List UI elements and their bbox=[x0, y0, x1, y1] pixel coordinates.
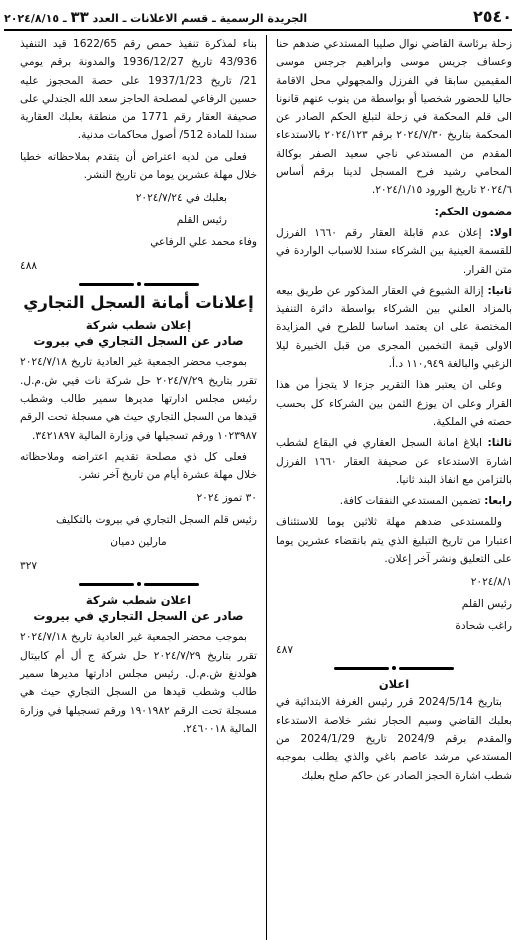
item-label: اولا: bbox=[489, 226, 513, 239]
signature-title: رئيس القلم bbox=[461, 598, 512, 611]
notice-body: بتاريخ 2024/5/14 قرر رئيس الغرفة الابتدائية في بعلبك القاضي وسيم الحجار نشر خلاصة الاستدعاء والمقدم برقم 2024/9 تاريخ 2024/1/29 من المستدعي مرشد عاصم باغي والذي يطلب بموجبه شطب اشارة الحجز الصادر عن حاكم صلح بعلبك bbox=[276, 696, 512, 782]
item-second-cont: وعلى ان يعتبر هذا التقرير جزءا لا يتجزأ من هذا القرار وعلى ان يوزع الثمن بين الشركاء كل بحسب حصته في الملكية. bbox=[276, 379, 512, 428]
notice-text: زحلة برئاسة القاضي نوال صليبا المستدعي ضدهم حنا وعساف جريس موسى وابراهيم جرجس موسى المقيمين سابقا في الفرزل والمجهولي محل الاقامة حاليا للحضور شخصيا أو بواسطة من ينوب عنهم قانونا الى قلم المحكمة في زحلة لتبلغ الحكم الصادر عن المحكمة بتاريخ ٢٠٢٤/٧/٣٠ برقم ٢٠٢٤/١٢٣ بالاستدعاء المقدم من المستدعي ناجي سعيد الصفر بوكالة المحامي رشيد فرح المسجل لدينا برقم أساس ٢٠٢٤/٦ تاريخ الورود ٢٠٢٤/١/١٥. bbox=[276, 38, 512, 197]
item-text: إعلان عدم قابلة العقار رقم ١٦٦٠ الفرزل للقسمة العينية بين الشركاء سندا للاسباب الواردة في متن القرار. bbox=[276, 226, 512, 276]
section-divider bbox=[20, 579, 257, 589]
item-text: ابلاغ امانة السجل العقاري في البقاع لشطب اشارة الاستدعاء عن صحيفة العقار ١٦٦٠ الفرزل بالتزامن مع انفاذ البند ثانيا. bbox=[276, 437, 512, 486]
notice-title: اعلان bbox=[378, 677, 410, 692]
reference-number: ٤٨٧ bbox=[276, 644, 294, 657]
issue-date: ـ ٢٠٢٤/٨/١٥ bbox=[4, 12, 67, 25]
announcement-signature-title: رئيس قلم السجل التجاري في بيروت بالتكليف bbox=[55, 514, 257, 527]
left-column bbox=[20, 35, 266, 940]
columns bbox=[4, 35, 512, 940]
item-first bbox=[276, 224, 512, 279]
announcement-title: إعلان شطب شركة bbox=[85, 318, 192, 333]
announcement-subtitle: صادر عن السجل التجاري في بيروت bbox=[33, 334, 244, 349]
announcement-body: بموجب محضر الجمعية غير العادية تاريخ ٢٠٢٤/٧/١٨ تقرر بتاريخ ٢٠٢٤/٧/٢٩ حل شركة ج أل أم كابيتال هولدنغ ش.م.ل. رئيس مجلس ادارتها مديرها سمير طالب وشطب قيدها من السجل التجاري حيث هي مسجلة تحت الرقم ١٩٠١٩٨٢ ورقم تسجيلها في وزارة المالية ٢٤٦٠٠١٨. bbox=[20, 631, 257, 735]
page-header bbox=[4, 6, 512, 31]
item-third bbox=[276, 434, 512, 489]
signature-date: بعلبك في ٢٠٢٤/٧/٢٤ bbox=[135, 192, 227, 205]
section-divider bbox=[276, 663, 512, 673]
announcement-signature-name: مارلين دميان bbox=[110, 536, 167, 549]
header-title-prefix: الجريدة الرسمية ـ قسم الاعلانات ـ العدد bbox=[92, 12, 308, 25]
announcement-subtitle: صادر عن السجل التجاري في بيروت bbox=[33, 609, 244, 624]
item-fourth bbox=[276, 492, 512, 510]
announcement-date: ٣٠ تموز ٢٠٢٤ bbox=[196, 492, 257, 505]
section-title: إعلانات أمانة السجل التجاري bbox=[23, 293, 254, 313]
header-title bbox=[4, 8, 307, 26]
item-second bbox=[276, 282, 512, 373]
objection-text: فعلى من لديه اعتراض أن يتقدم بملاحظاته خطيا خلال مهلة عشرين يوما من تاريخ النشر. bbox=[20, 150, 257, 182]
signature-date: ٢٠٢٤/٨/١ bbox=[470, 576, 512, 589]
announcement-body: بموجب محضر الجمعية غير العادية تاريخ ٢٠٢٤/٧/١٨ تقرر بتاريخ ٢٠٢٤/٧/٢٩ حل شركة نات فيي ش.م.ل. رئيس مجلس ادارتها مديرها سمير طالب وشطب قيدها من السجل التجاري حيث هي مسجلة تحت الرقم ١٠٢٣٩٨٧ ورقم تسجيلها في وزارة المالية ٣٤٢١٨٩٧. bbox=[20, 356, 257, 442]
signature-title: رئيس القلم bbox=[176, 214, 227, 227]
issue-number: ٣٣ bbox=[70, 8, 89, 26]
page-number: ٢٥٤٠ bbox=[472, 7, 512, 26]
notice-text: بناء لمذكرة تنفيذ حمص رقم 1622/65 قيد التنفيذ 43/936 تاريخ 1936/12/27 والمدونة برقم يومي 21/ تاريخ 1937/1/23 على حصة المحجوز عليه حسين الرفاعي لمصلحة الحاجز سعد الله الجندلي على صحيفة العقار رقم 1771 من منطقة بعلبك العقارية سندا للمادة 512/ أصول محاكمات مدنية. bbox=[20, 38, 257, 142]
section-divider bbox=[20, 279, 257, 289]
item-label: ثالثا: bbox=[487, 437, 512, 450]
item-text: إزالة الشيوع في العقار المذكور عن طريق بيعه بالمزاد العلني بين الشركاء بواسطة دائرة التنفيذ المختصة على ان يعتمد اساسا للطرح في المزايدة الاولى قيمة التخمين المجرى من قبل الخبيرة ليلا الزغبي والبالغة ١١٠,٩٤٩ د.أ. bbox=[276, 284, 512, 371]
item-text: تضمين المستدعي النفقات كافة. bbox=[339, 495, 481, 508]
announcement-title: اعلان شطب شركة bbox=[85, 593, 192, 608]
right-column bbox=[266, 35, 512, 940]
item-label: ثانيا: bbox=[487, 284, 512, 297]
reference-number: ٤٨٨ bbox=[20, 260, 38, 273]
appeal-text: وللمستدعى ضدهم مهلة ثلاثين يوما للاستئناف اعتبارا من تاريخ التبليغ الذي يتم بانقضاء عشرين يوما على التعليق ونشر آخر إعلان. bbox=[276, 516, 512, 566]
subject-label: مضمون الحكم: bbox=[434, 205, 512, 218]
signature-name: راغب شحادة bbox=[455, 620, 512, 633]
signature-name: وفاء محمد علي الرفاعي bbox=[150, 236, 257, 249]
announcement-objection: فعلى كل ذي مصلحة تقديم اعتراضه وملاحظاته خلال مهلة عشرة أيام من تاريخ آخر نشر. bbox=[20, 450, 257, 482]
reference-number: ٣٢٧ bbox=[20, 560, 38, 573]
item-label: رابعا: bbox=[484, 495, 512, 508]
